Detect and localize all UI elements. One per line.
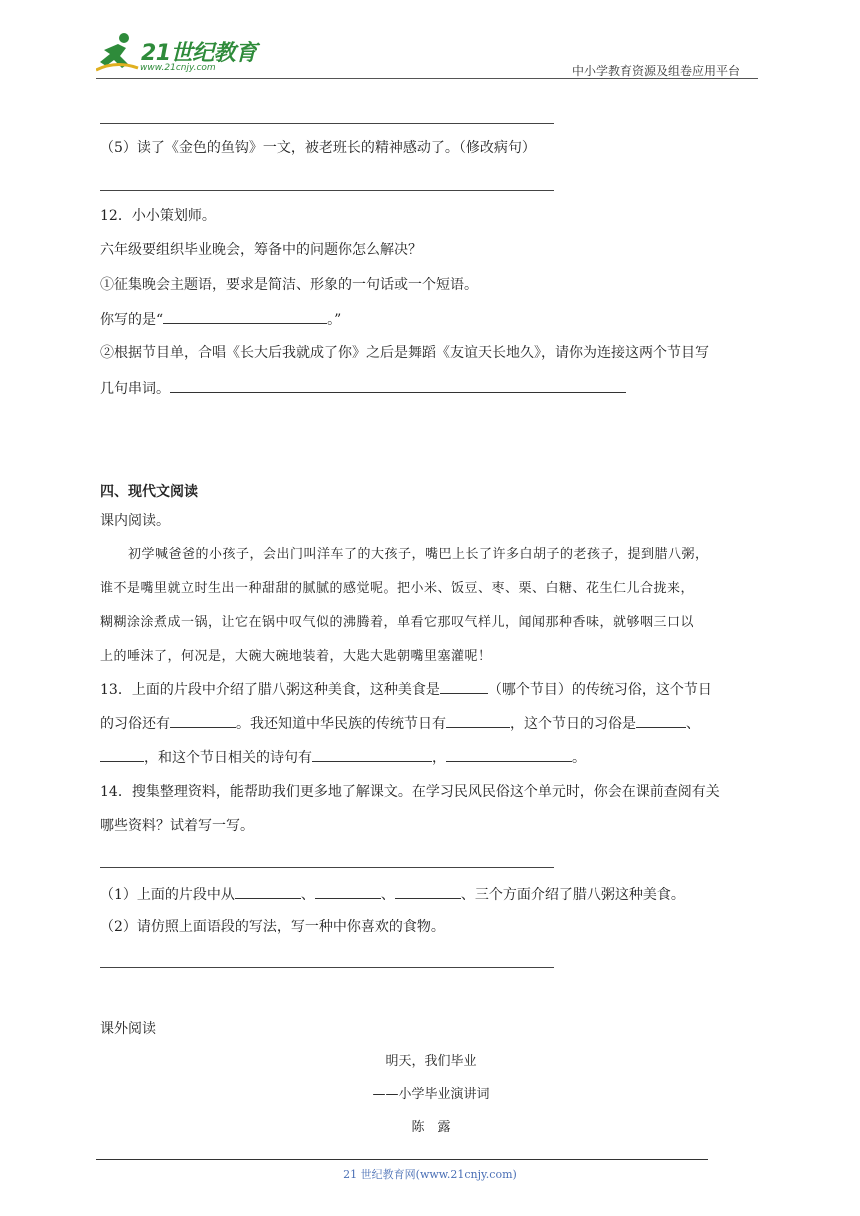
q13-text: 。 — [572, 750, 586, 766]
page-footer: 21 世纪教育网(www.21cnjy.com) — [343, 1168, 517, 1181]
q12-item2-line2 — [100, 378, 626, 399]
passage-line-1: 初学喊爸爸的小孩子，会出门叫洋车了的大孩子，嘴巴上长了许多白胡子的老孩子，提到腊八粥， — [128, 547, 709, 562]
q13-festival-blank[interactable] — [440, 679, 488, 694]
q14-sub1 — [100, 884, 685, 905]
q12-item1-prefix: 你写的是“ — [100, 312, 164, 328]
q14-line2: 哪些资料？试着写一写。 — [100, 818, 254, 834]
q12-intro: 六年级要组织毕业晚会，筹备中的问题你怎么解决？ — [100, 242, 422, 258]
passage-line-4: 上的唾沫了，何况是，大碗大碗地装着，大匙大匙朝嘴里塞灌呢！ — [100, 649, 492, 664]
article-title: 明天，我们毕业 — [385, 1054, 477, 1069]
logo-sub-text: www.21cnjy.com — [140, 63, 216, 73]
q13-text: 的习俗还有 — [100, 716, 170, 732]
logo-main-text: 21世纪教育 — [141, 41, 257, 66]
q13-poem-blank-1[interactable] — [312, 747, 432, 762]
q14-aspect-blank-3[interactable] — [395, 884, 461, 899]
q12-theme-blank[interactable] — [163, 309, 327, 324]
header-divider — [96, 78, 758, 79]
q14-sub1-text: 、 — [380, 887, 395, 903]
q13-line3 — [100, 747, 586, 768]
runner-icon — [96, 30, 140, 74]
section-subtitle: 课内阅读。 — [100, 513, 170, 529]
article-author: 陈 露 — [411, 1120, 451, 1135]
q13-other-custom-blank-2[interactable] — [100, 747, 144, 762]
article-subtitle: ——小学毕业演讲词 — [372, 1087, 490, 1102]
q14-aspect-blank-1[interactable] — [235, 884, 301, 899]
q13-text: ，和这个节日相关的诗句有 — [144, 750, 312, 766]
q13-text: ， — [432, 750, 446, 766]
passage-line-2: 谁不是嘴里就立时生出一种甜甜的腻腻的感觉呢。把小米、饭豆、枣、栗、白糖、花生仁儿合拢来， — [100, 581, 695, 596]
footer-divider — [96, 1159, 708, 1160]
q13-text: 、 — [686, 716, 700, 732]
page-header — [0, 0, 860, 80]
q12-item1-answer — [100, 309, 341, 330]
q12-item1-suffix: 。” — [327, 312, 342, 328]
q13-text: 。我还知道中华民族的传统节日有 — [236, 716, 446, 732]
answer-line — [100, 123, 554, 124]
q14-line1: 14．搜集整理资料，能帮助我们更多地了解课文。在学习民风民俗这个单元时，你会在课前查阅有关 — [100, 784, 720, 800]
q13-text: 13．上面的片段中介绍了腊八粥这种美食，这种美食是 — [100, 682, 440, 698]
q12-item2-line2-text: 几句串词。 — [100, 381, 170, 397]
q14-sub1-text: （1）上面的片段中从 — [100, 887, 235, 903]
answer-line — [100, 967, 554, 968]
q13-other-festival-blank[interactable] — [446, 713, 510, 728]
q14-aspect-blank-2[interactable] — [315, 884, 381, 899]
q13-poem-blank-2[interactable] — [446, 747, 572, 762]
q14-sub1-text: 、三个方面介绍了腊八粥这种美食。 — [460, 887, 685, 903]
q13-other-custom-blank-1[interactable] — [636, 713, 686, 728]
q12-script-blank[interactable] — [170, 378, 626, 393]
extra-reading-title: 课外阅读 — [100, 1021, 156, 1037]
q14-sub1-text: 、 — [300, 887, 315, 903]
q13-line2 — [100, 713, 700, 734]
q13-text: （哪个节目）的传统习俗，这个节日 — [487, 682, 712, 698]
q12-item1: ①征集晚会主题语，要求是简洁、形象的一句话或一个短语。 — [100, 277, 478, 293]
q13-line1 — [100, 679, 712, 700]
answer-line — [100, 867, 554, 868]
q12-title: 12．小小策划师。 — [100, 208, 216, 224]
q13-text: ，这个节日的习俗是 — [510, 716, 636, 732]
answer-line — [100, 190, 554, 191]
site-logo — [96, 30, 266, 76]
q12-item2-line1: ②根据节目单，合唱《长大后我就成了你》之后是舞蹈《友谊天长地久》，请你为连接这两个节目写 — [100, 345, 709, 361]
passage-line-3: 糊糊涂涂煮成一锅，让它在锅中叹气似的沸腾着，单看它那叹气样儿，闻闻那种香味，就够咽三口以 — [100, 615, 695, 630]
q13-custom-blank[interactable] — [170, 713, 236, 728]
q14-sub2: （2）请仿照上面语段的写法，写一种中你喜欢的食物。 — [100, 919, 445, 935]
platform-name: 中小学教育资源及组卷应用平台 — [572, 64, 741, 78]
q11-5-text: （5）读了《金色的鱼钩》一文，被老班长的精神感动了。（修改病句） — [100, 140, 536, 156]
section-title: 四、现代文阅读 — [100, 484, 198, 500]
